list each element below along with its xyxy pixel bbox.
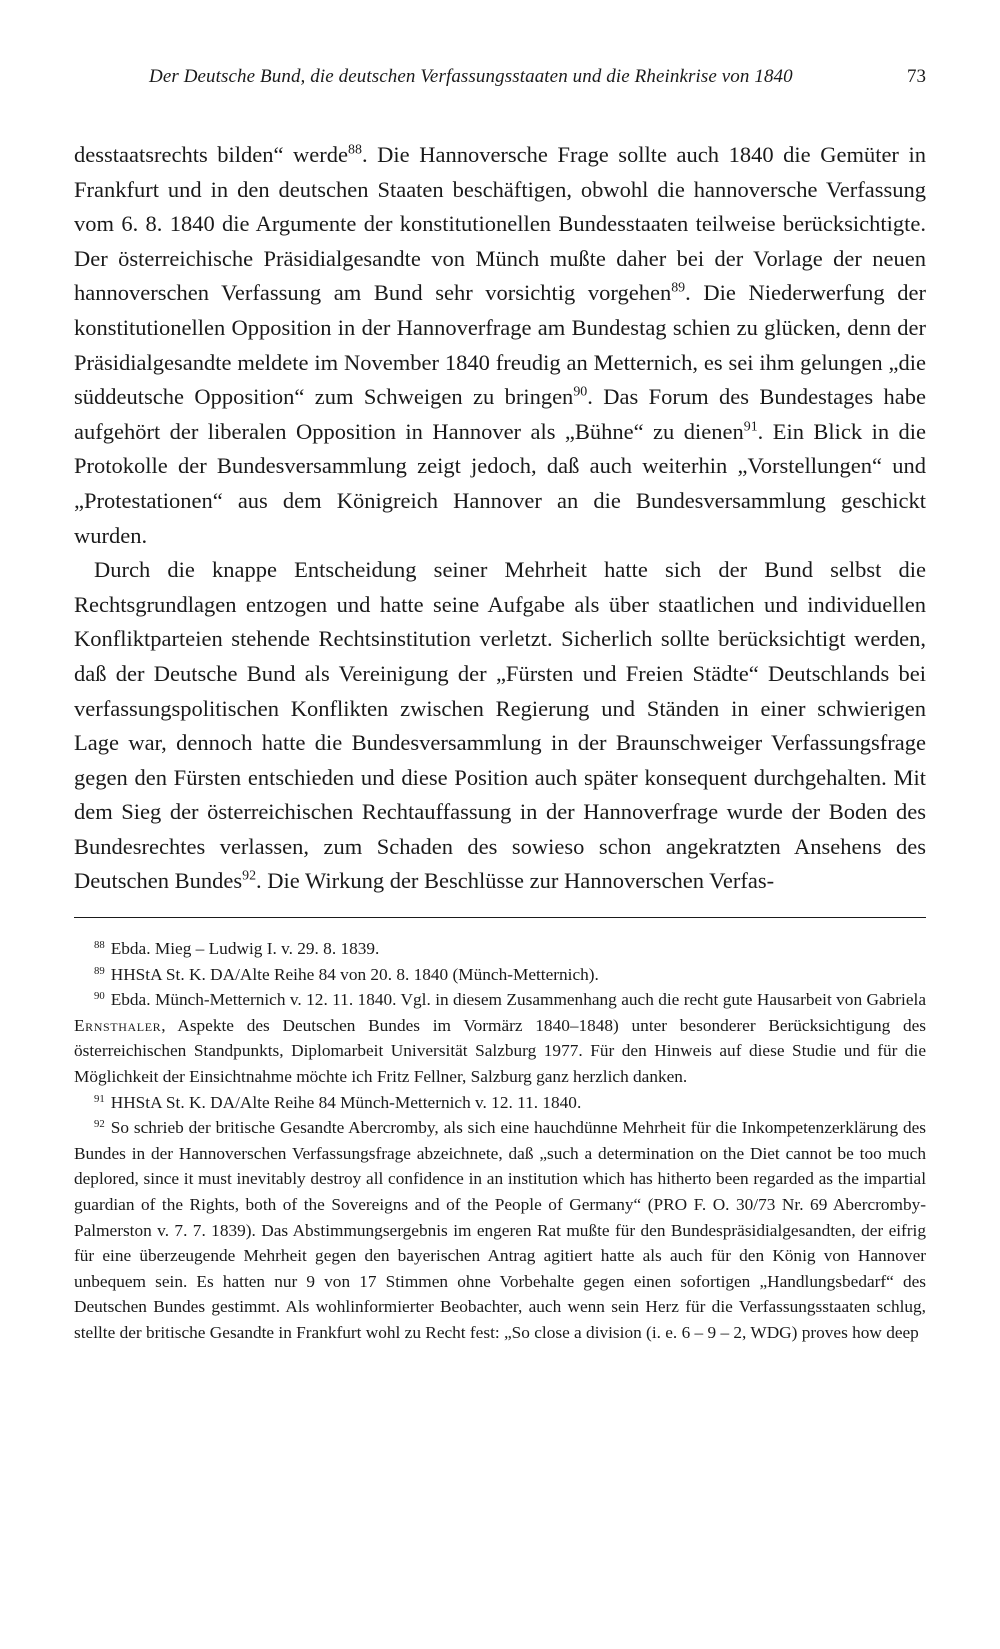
footnote-divider	[74, 917, 926, 918]
book-page	[74, 66, 926, 1346]
footnotes	[74, 936, 926, 1346]
footnote-text: Ebda. Münch-Metternich v. 12. 11. 1840. Vgl. in diesem Zusammenhang auch die recht gute Hausarbeit von Gabriela	[110, 990, 926, 1010]
page-number: 73	[907, 66, 926, 87]
footnote	[74, 962, 926, 988]
text-run: . Die Wirkung der Beschlüsse zur Hannoverschen Verfas-	[256, 868, 775, 894]
footnote-text: , Aspekte des Deutschen Bundes im Vormärz 1840–1848) unter besonderer Berücksichtigung des österreichischen Standpunkts, Diplomarbeit Universität Salzburg 1977. Für den Hinweis auf diese Studie und für die Möglichkeit der Einsichtnahme möchte ich Fritz Fellner, Salzburg ganz herzlich danken.	[74, 1015, 926, 1087]
footnote-ref: 90	[573, 384, 588, 400]
footnote-text: So schrieb der britische Gesandte Abercromby, als sich eine hauchdünne Mehrheit für die Inkompetenzerklärung des Bundes in der Hannoverschen Verfassungsfrage abzeichnete, daß „such a determination on the Diet cannot be too much deplored, since it must inevitably destroy all confidence in an institution which has hitherto been regarded as the impartial guardian of the Rights, both of the Sovereigns and of the People of Germany“ (PRO F. O. 30/73 Nr. 69 Abercromby-Palmerston v. 7. 7. 1839). Das Abstimmungsergebnis im engeren Rat mußte für den Bundespräsidialgesandten, der eifrig für eine überzeugende Mehrheit gegen den bayerischen Antrag agitiert hatte als auch für den König von Hannover unbequem sein. Es hatten nur 9 von 17 Stimmen ohne Vorbehalte gegen einen sofortigen „Handlungsbedarf“ des Deutschen Bundes gestimmt. Als wohlinformierter Beobachter, auch wenn sein Herz für die Verfassungsstaaten schlug, stellte der britische Gesandte in Frankfurt wohl zu Recht fest: „So close a division (i. e. 6 – 9 – 2, WDG) proves how deep	[74, 1118, 926, 1342]
paragraph	[74, 553, 926, 899]
footnote-ref: 88	[348, 142, 362, 158]
footnote-text: Ebda. Mieg – Ludwig I. v. 29. 8. 1839.	[110, 939, 380, 959]
text-run: . Die Niederwerfung der konstitutionellen Opposition in der Hannoverfrage am Bundestag schien zu glücken, denn der Präsidialgesandte meldete im November 1840 freudig an Metternich, es sei ihm gelungen „die süddeutsche Opposition“ zum Schweigen zu bringen	[74, 280, 926, 410]
text-run: . Das Forum des Bundestages habe aufgehört der liberalen Opposition in Hannover als „Bühne“ zu dienen	[74, 384, 926, 444]
footnote-ref: 89	[671, 280, 686, 296]
text-run: desstaatsrechts bilden“ werde	[74, 142, 349, 167]
footnote-ref: 92	[242, 868, 257, 884]
running-title: Der Deutsche Bund, die deutschen Verfassungsstaaten und die Rheinkrise von 1840	[149, 66, 793, 87]
footnote	[74, 1115, 926, 1345]
footnote-number: 89	[94, 964, 105, 977]
footnote	[74, 1090, 926, 1116]
footnote	[74, 987, 926, 1089]
paragraph	[74, 138, 926, 553]
text-run: Durch die knappe Entscheidung seiner Mehrheit hatte sich der Bund selbst die Rechtsgrundlagen entzogen und hatte seine Aufgabe als über staatlichen und individuellen Konfliktparteien stehende Rechtsinstitution verletzt. Sicherlich sollte berücksichtigt werden, daß der Deutsche Bund als Vereinigung der „Fürsten und Freien Städte“ Deutschlands bei verfassungspolitischen Konflikten zwischen Regierung und Ständen in einer schwierigen Lage war, dennoch hatte die Bundesversammlung in der Braunschweiger Verfassungsfrage gegen den Fürsten entschieden und diese Position auch später konsequent durchgehalten. Mit dem Sieg der österreichischen Rechtauffassung in der Hannoverfrage wurde der Boden des Bundesrechtes verlassen, zum Schaden des sowieso schon angekratzten Ansehens des Deutschen Bundes	[74, 557, 926, 894]
footnote-text: HHStA St. K. DA/Alte Reihe 84 Münch-Metternich v. 12. 11. 1840.	[110, 1092, 582, 1112]
text-run: . Die Hannoversche Frage sollte auch 1840 die Gemüter in Frankfurt und in den deutschen Staaten beschäftigen, obwohl die hannoversche Verfassung vom 6. 8. 1840 die Argumente der konstitutionellen Bundesstaaten teilweise berücksichtigte. Der österreichische Präsidialgesandte von Münch mußte daher bei der Vorlage der neuen hannoverschen Verfassung am Bund sehr vorsichtig vorgehen	[74, 142, 926, 306]
footnote-number: 92	[94, 1118, 105, 1131]
text-run: . Ein Blick in die Protokolle der Bundesversammlung zeigt jedoch, daß auch weiterhin „Vorstellungen“ und „Protestationen“ aus dem Königreich Hannover an die Bundesversammlung geschickt wurden.	[74, 418, 927, 548]
author-name: Ernsthaler	[74, 1015, 162, 1035]
running-header	[74, 66, 926, 100]
footnote-number: 88	[94, 939, 105, 952]
footnote-text: HHStA St. K. DA/Alte Reihe 84 von 20. 8. 1840 (Münch-Metternich).	[110, 964, 599, 984]
footnote-ref: 91	[743, 419, 758, 435]
footnote-number: 90	[94, 990, 105, 1003]
footnote	[74, 936, 926, 962]
main-text	[74, 138, 926, 899]
footnote-number: 91	[94, 1092, 105, 1105]
